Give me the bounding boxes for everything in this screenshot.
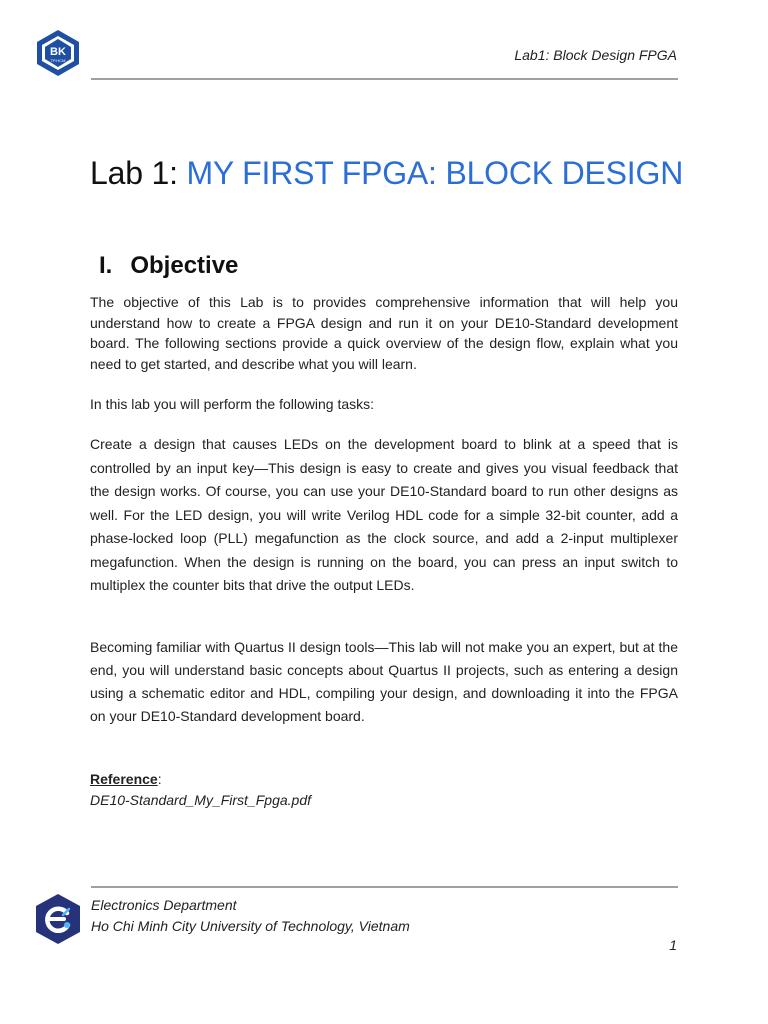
reference-block: [90, 769, 311, 811]
footer-divider: [91, 886, 678, 888]
page-title: [90, 155, 683, 192]
section-title: Objective: [130, 252, 239, 279]
footer-text: [91, 895, 410, 937]
header-divider: [91, 78, 678, 80]
section-number: I.: [99, 252, 113, 279]
paragraph: The objective of this Lab is to provides comprehensive information that will help you understand how to create a FPGA design and run it on your DE10-Standard development board. The following sections provide a quick overview of the design flow, explain what you need to get started, and describe what you will learn.: [90, 294, 678, 372]
logo-subtext: TP.HCM: [50, 58, 66, 63]
bk-university-logo-icon: [33, 28, 83, 78]
page-number: 1: [669, 937, 677, 953]
reference-label: Reference: [90, 771, 158, 787]
title-prefix: Lab 1:: [90, 155, 187, 191]
footer-university: Ho Chi Minh City University of Technology, Vietnam: [91, 918, 410, 934]
logo-text: BK: [50, 46, 66, 58]
title-main: MY FIRST FPGA: BLOCK DESIGN: [186, 155, 684, 191]
paragraph: Becoming familiar with Quartus II design tools—This lab will not make you an expert, but at the end, you will understand basic concepts about Quartus II projects, such as entering a design using a schematic editor and HDL, compiling your design, and downloading it into the FPGA on your DE10-Standard development board.: [90, 639, 678, 724]
reference-file: DE10-Standard_My_First_Fpga.pdf: [90, 792, 311, 808]
paragraph: In this lab you will perform the following tasks:: [90, 396, 375, 412]
footer-department: Electronics Department: [91, 897, 237, 913]
electronics-department-logo-icon: [33, 892, 83, 946]
section-heading: [99, 252, 238, 280]
header-title: Lab1: Block Design FPGA: [514, 47, 677, 63]
reference-colon: :: [157, 771, 162, 787]
paragraph: Create a design that causes LEDs on the development board to blink at a speed that is controlled by an input key—This design is easy to create and gives you visual feedback that the design works. Of course, you can use your DE10-Standard board to run other designs as well. For the LED design, you will write Verilog HDL code for a simple 32-bit counter, add a phase-locked loop (PLL) megafunction as the clock source, and add a 2-input multiplexer megafunction. When the design is running on the board, you can press an input switch to multiplex the counter bits that drive the output LEDs.: [90, 436, 678, 593]
